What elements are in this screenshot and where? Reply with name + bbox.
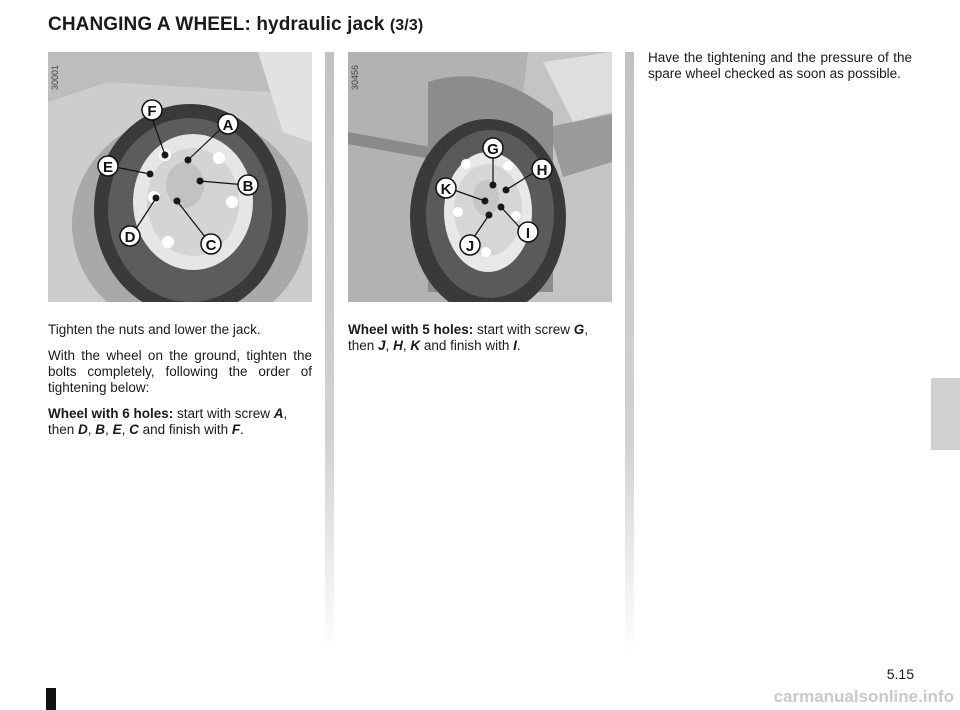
callout-F: [142, 100, 162, 120]
callout-E: [98, 156, 118, 176]
right-column-text: [648, 50, 912, 92]
callout-A: [218, 114, 238, 134]
callout-J: [460, 235, 480, 255]
left-column-text: [48, 322, 312, 448]
callout-H: [532, 159, 552, 179]
instruction-lower-jack: Tighten the nuts and lower the jack.: [48, 322, 261, 337]
label-K: K: [440, 181, 452, 198]
figure-code: 30001: [50, 64, 60, 90]
label-J: J: [465, 238, 475, 255]
callout-I: [518, 222, 538, 242]
instruction-5-holes: Wheel with 5 holes: start with screw G, then J, H, K and finish with I.: [348, 322, 589, 353]
middle-column-text: [348, 322, 614, 364]
column-separator-2: [625, 52, 634, 652]
wheel-5-holes-illustration: [348, 52, 612, 302]
figure-wheel-6-holes: [48, 52, 312, 302]
instruction-tighten-order: With the wheel on the ground, tighten the bolts completely, following the order of tightening below:: [48, 348, 312, 395]
label-A: A: [222, 117, 234, 134]
label-H: H: [536, 162, 548, 179]
figure-code: 30456: [350, 64, 360, 90]
label-G: G: [487, 141, 499, 158]
column-separator-1: [325, 52, 334, 652]
label-E: E: [102, 159, 114, 176]
label-C: C: [205, 237, 217, 254]
instruction-check-spare: Have the tightening and the pressure of the spare wheel checked as soon as possible.: [648, 50, 912, 81]
callout-D: [120, 226, 140, 246]
section-tab: [931, 378, 960, 450]
wheel-6-holes-illustration: [48, 52, 312, 302]
label-F: F: [147, 103, 157, 120]
callout-B: [238, 175, 258, 195]
callout-G: [483, 138, 503, 158]
callout-C: [201, 234, 221, 254]
figure-wheel-5-holes: [348, 52, 612, 302]
footer-marker: [46, 688, 56, 710]
label-I: I: [525, 225, 531, 242]
callout-K: [436, 178, 456, 198]
page-number: 5.15: [886, 666, 914, 682]
page-title: [48, 14, 423, 36]
title-part: (3/3): [389, 17, 424, 34]
watermark: carmanualsonline.info: [773, 687, 954, 706]
instruction-6-holes: Wheel with 6 holes: start with screw A, then D, B, E, C and finish with F.: [48, 406, 288, 437]
label-D: D: [124, 229, 136, 246]
title-main: CHANGING A WHEEL: hydraulic jack: [48, 14, 385, 35]
label-B: B: [242, 178, 254, 195]
